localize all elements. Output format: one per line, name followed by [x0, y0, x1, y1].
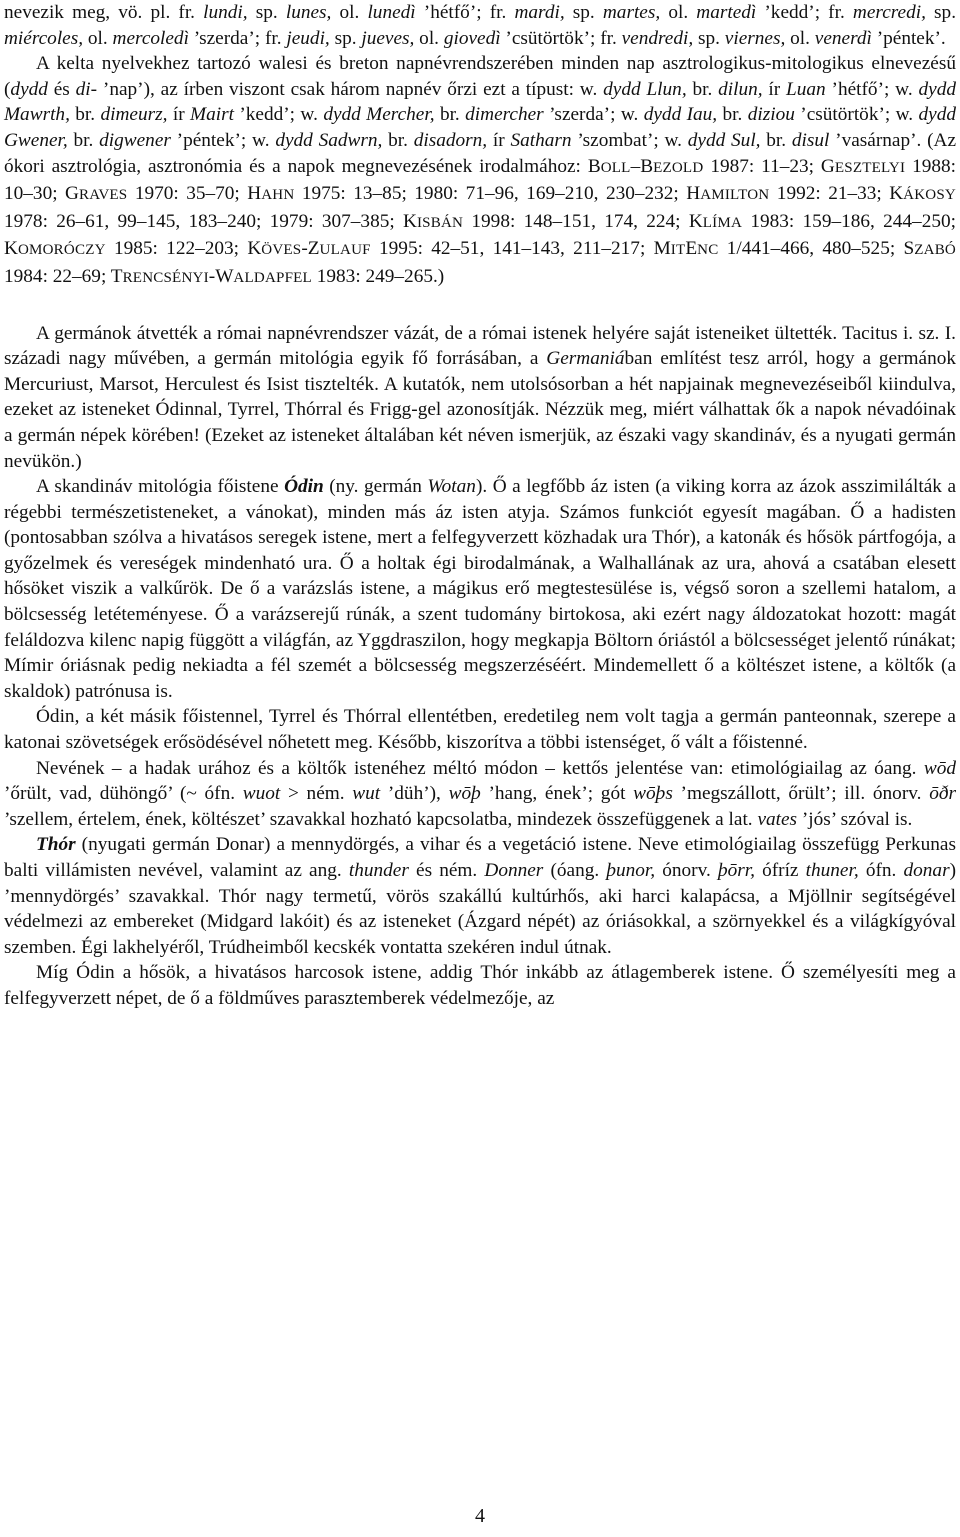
italic-run: mardi,: [514, 2, 565, 23]
text-run: (óang.: [543, 860, 607, 881]
text-run: > ném.: [280, 783, 353, 805]
paragraph-thor-people: [4, 960, 956, 1011]
text-run: ófríz: [754, 860, 806, 881]
italic-run: Ódin: [284, 476, 324, 498]
italic-run: dydd Iau,: [643, 104, 718, 126]
paragraph-odin: [4, 474, 956, 704]
text-run: Míg Ódin a hősök, a hivatásos harcosok istene, addig Thór inkább az átlagemberek istene. Ő személyesíti meg a felfegyverzett népet, de ő a földműves parasztemberek védelmezője, az: [4, 962, 956, 1009]
text-run: sp.: [925, 2, 957, 23]
italic-run: giovedì: [443, 27, 501, 49]
italic-run: lundi,: [203, 2, 248, 23]
text-run: ol.: [83, 27, 113, 49]
italic-run: venerdì: [814, 27, 872, 49]
text-run: A kelta nyelvekhez tartozó walesi és breton napnévrendszerében minden nap asztrologikus-mitologikus elnevezésű (: [4, 53, 956, 100]
text-run: ’csütörtök’; w.: [794, 104, 919, 126]
text-run: 1983: 249–265.): [311, 265, 445, 287]
italic-run: þunor,: [606, 860, 656, 881]
text-run: br.: [717, 104, 748, 126]
paragraph-thor: [4, 832, 956, 960]
text-run: ol.: [414, 27, 444, 49]
italic-run: mercoledì: [112, 27, 189, 49]
text-run: br.: [69, 104, 101, 126]
small-caps-run: LÍMA: [702, 214, 743, 231]
text-run: ol.: [660, 2, 697, 23]
italic-run: martes,: [602, 2, 661, 23]
text-run: 1978: 26–61, 99–145, 183–240; 1979: 307–385; K: [4, 210, 417, 232]
text-run: sp.: [247, 2, 286, 23]
text-run: 1988: 10–30; G: [4, 155, 957, 205]
text-run: B: [587, 155, 601, 177]
text-run: 1985: 122–203; K: [105, 238, 262, 260]
italic-run: wuot: [242, 783, 281, 805]
italic-run: dimercher: [465, 104, 544, 126]
italic-run: lunedì: [367, 2, 416, 23]
italic-run: vendredi,: [621, 27, 694, 49]
page-number: 4: [475, 1505, 485, 1527]
paragraph-odin-panteon: [4, 704, 956, 755]
text-run: sp.: [329, 27, 362, 49]
text-run: ’vasárnap’. (Az ókori asztrológia, asztronómia és a napok megnevezésének irodalmához:: [4, 129, 957, 177]
italic-run: Satharn: [510, 129, 572, 151]
text-run: sp.: [693, 27, 725, 49]
italic-run: miércoles,: [4, 27, 84, 49]
italic-run: Thór: [36, 834, 76, 856]
text-run: br.: [686, 78, 719, 100]
italic-run: Wotan: [427, 476, 476, 498]
text-run: Nevének – a hadak urához és a költők istenéhez méltó módon – kettős jelentése van: etimológiailag az óang.: [36, 757, 924, 779]
text-run: és ném.: [408, 860, 485, 881]
italic-run: wōþ: [448, 783, 481, 805]
text-run: ’szombat’; w.: [571, 129, 688, 151]
text-run: ’kedd’; w.: [233, 104, 324, 126]
text-run: 1995: 42–51, 141–143, 211–217; M: [370, 238, 671, 260]
text-run: és: [47, 78, 76, 100]
section-gap: [4, 292, 956, 321]
italic-run: dydd Mawrth,: [4, 78, 956, 126]
text-run: 1992: 21–33; K: [769, 183, 904, 205]
text-run: ír: [762, 78, 787, 100]
text-run: ol.: [331, 2, 368, 23]
text-run: 1984: 22–69; T: [4, 265, 123, 287]
paragraph-odin-etymology: [4, 756, 956, 833]
text-run: 1987: 11–23; G: [703, 155, 835, 177]
italic-run: donar: [903, 860, 950, 881]
text-run: ’szerda’; fr.: [188, 27, 287, 49]
italic-run: thunder: [348, 860, 409, 881]
italic-run: mercredi,: [852, 2, 926, 23]
italic-run: ōðr: [929, 783, 956, 805]
small-caps-run: RENCSÉNYI: [122, 269, 209, 286]
text-run: –B: [630, 155, 654, 177]
text-run: Ódin, a két másik főistennel, Tyrrel és Thórral ellentétben, eredetileg nem volt tagja a germán panteonnak, szerepe a katonai szövetségek erősödésével nőhetett meg. Később, kiszorítva a többi istenséget, ő vált a főistenné.: [4, 706, 956, 754]
text-run: ’szerda’; w.: [543, 104, 644, 126]
document-page: [4, 0, 956, 1012]
text-run: ’péntek’.: [871, 27, 946, 49]
text-run: ’kedd’; fr.: [756, 2, 853, 23]
italic-run: wōd: [923, 757, 956, 779]
text-run: br.: [760, 129, 792, 151]
small-caps-run: AMILTON: [700, 187, 770, 204]
italic-run: Germaniá: [546, 348, 625, 370]
italic-run: wut: [352, 783, 381, 805]
text-run: ’megszállott, őrült’; ill. ónorv.: [672, 783, 930, 805]
italic-run: dydd Sul,: [687, 129, 761, 151]
text-run: E: [685, 238, 698, 260]
italic-run: digwener: [99, 129, 171, 151]
text-run: ír: [167, 104, 191, 126]
text-run: ónorv.: [655, 860, 718, 881]
italic-run: Mairt: [190, 104, 234, 126]
text-run: A germánok átvették a római napnévrendszer vázát, de a római istenek helyére saját isteneiket ültették. Tacitus i. sz. I. századi nagy művében, a germán mitológia egyik fő forrásában, a: [4, 322, 956, 370]
italic-run: viernes,: [724, 27, 786, 49]
small-caps-run: ULAUF: [319, 242, 371, 259]
italic-run: jeudi,: [286, 27, 330, 49]
italic-run: þōrr,: [717, 860, 755, 881]
small-caps-run: ESZTELYI: [834, 159, 906, 176]
italic-run: lunes,: [285, 2, 332, 23]
small-caps-run: AHN: [261, 187, 295, 204]
small-caps-run: ZABÓ: [914, 242, 956, 259]
italic-run: disadorn,: [413, 129, 488, 151]
italic-run: vates: [757, 808, 798, 830]
small-caps-run: ALDAPFEL: [233, 269, 312, 286]
text-run: (nyugati germán Donar) a mennydörgés, a vihar és a vegetáció istene. Neve etimológiailag összefügg Perkunas balti villámisten nevével, valamint az ang.: [4, 834, 956, 881]
text-run: ban említést tesz arról, hogy a germánok Mercuriust, Marsot, Herculest és Isist tisztelték. A kutatók, nem utolsósorban a hét napjainak megnevezéseiből kiindulva, ezeket az isteneket Ódinnal, Tyrrel, Thórral és Frigg-gel azonosítják. Nézzük meg, miért válhattak ők a napok névadóinak a germán népek körében! (Ezeket az isteneket általában két néven ismerjük, az északi vagy skandináv, és a nyugati germán nevükön.): [4, 348, 956, 472]
italic-run: diziou: [747, 104, 795, 126]
text-run: 1998: 148–151, 174, 224; K: [463, 210, 703, 232]
small-caps-run: NC: [697, 242, 719, 259]
paragraph-celtic-day-names: [4, 51, 956, 291]
small-caps-run: OLL: [600, 159, 631, 176]
paragraph-germanic-adoption: [4, 321, 956, 475]
paragraph-day-names-romance: [4, 0, 956, 51]
text-run: nevezik meg, vö. pl. fr.: [4, 2, 204, 23]
text-run: 1970: 35–70; H: [127, 183, 262, 205]
text-run: 1975: 13–85; 1980: 71–96, 169–210, 230–232; H: [294, 183, 701, 205]
italic-run: martedì: [696, 2, 757, 23]
italic-run: thuner,: [805, 860, 859, 881]
text-run: ’hétfő’; fr.: [415, 2, 515, 23]
italic-run: di-: [75, 78, 98, 100]
text-run: A skandináv mitológia főistene: [36, 476, 285, 498]
text-run: br.: [67, 129, 100, 151]
text-run: ) ’mennydörgés’ szavakkal. Thór nagy termetű, vörös szakállú kultúrhős, aki harci kalapácsa, a Mjöllnir segítségével védelmezi az embereket (Midgard lakóit) és az isteneket (Ázgard népét) az óriásokkal, a szörnyekkel és a világkígyóval szemben. Égi lakhelyéről, Trúdheimből kecskék vontatta szekéren indul útnak.: [4, 860, 956, 958]
small-caps-run: ISBÁN: [416, 214, 464, 231]
text-run: (ny. germán: [323, 476, 428, 498]
italic-run: dydd Llun,: [603, 78, 687, 100]
italic-run: dilun,: [718, 78, 763, 100]
text-run: ’hétfő’; w.: [825, 78, 919, 100]
italic-run: dimeurz,: [100, 104, 168, 126]
text-run: ’szellem, értelem, ének, költészet’ szavakkal hozható kapcsolatba, mindezek összefüggenek a lat.: [4, 808, 758, 830]
text-run: ír: [487, 129, 511, 151]
text-run: ’péntek’; w.: [170, 129, 276, 151]
italic-run: Donner: [484, 860, 544, 881]
text-run: ). Ő a legfőbb áz isten (a viking korra az ázok asszimilálták a régebbi természetisteneket, a vánokat), minden más áz isten atyja. Számos funkciót egyesít magában. Ő a hadisten (pontosabban szólva a hivatásos seregek istene, mert a felfegyverzett közhadak ura Thór), a katonák és hősök pártfogója, a győzelmek és vereségek mindenható ura. Ő a holtak égi birodalmának, a Walhallának az ura, ahová a csatában elesett hősöket viszik a valkűrök. De ő a varázslás istene, a mágikus erő megtestesülése is, végső soron a szellemi hatalom, a bölcsesség letéteményese. Ő a varázserejű rúnák, a szent tudomány birtokosa, aki ezért nagy áldozatokat hozott: magát feláldozva kilenc napig függött a világfán, az Yggdraszilon, hogy megkapja Böltorn óriástól a bölcsességet jelentő rúnákat; Mímir óriásnak pedig nekiadta a fél szemét a bölcsesség megszerzéséért. Mindemellett ő a költészet istene, a költők (a skaldok) patrónusa is.: [4, 476, 957, 702]
italic-run: dydd Sadwrn,: [275, 129, 383, 151]
text-run: ófn.: [858, 860, 904, 881]
small-caps-run: OMORÓCZY: [17, 242, 106, 259]
text-run: 1983: 159–186, 244–250; K: [4, 210, 956, 260]
text-run: ’csütörtök’; fr.: [500, 27, 622, 49]
text-run: ’düh’),: [380, 783, 449, 805]
text-run: ’hang, ének’; gót: [480, 783, 634, 805]
text-run: ’nap’), az írben viszont csak három napnév őrzi ezt a típust: w.: [97, 78, 604, 100]
text-run: ’őrült, vad, dühöngő’ (~ ófn.: [4, 783, 243, 805]
italic-run: dydd: [10, 78, 48, 100]
text-run: br.: [382, 129, 414, 151]
italic-run: dydd Mercher,: [323, 104, 435, 126]
small-caps-run: RAVES: [78, 187, 128, 204]
italic-run: wōþs: [633, 783, 673, 805]
text-run: ’jós’ szóval is.: [797, 808, 913, 830]
text-run: br.: [434, 104, 466, 126]
italic-run: Luan: [786, 78, 826, 100]
text-run: 1/441–466, 480–525; S: [718, 238, 915, 260]
small-caps-run: ÁKOSY: [903, 187, 956, 204]
italic-run: jueves,: [361, 27, 415, 49]
small-caps-run: IT: [670, 242, 686, 259]
text-run: ol.: [785, 27, 815, 49]
small-caps-run: ÖVES: [261, 242, 302, 259]
text-run: -Z: [301, 238, 320, 260]
text-run: -W: [208, 265, 234, 287]
italic-run: dydd Gwener,: [4, 104, 957, 151]
italic-run: disul: [791, 129, 830, 151]
small-caps-run: EZOLD: [653, 159, 704, 176]
text-run: sp.: [564, 2, 603, 23]
